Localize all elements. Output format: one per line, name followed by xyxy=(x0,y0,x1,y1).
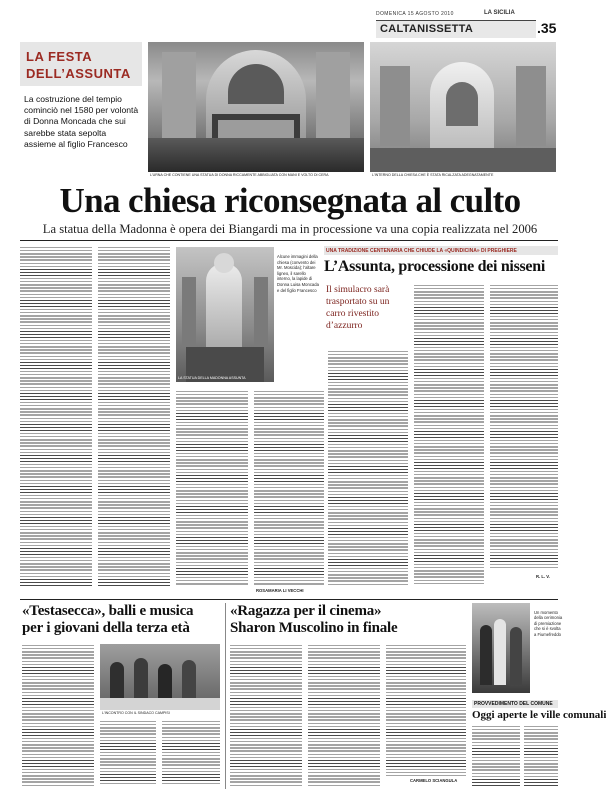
testasecca-headline-2: per i giovani della terza età xyxy=(22,620,190,636)
provvedimento-kicker: PROVVEDIMENTO DEL COMUNE xyxy=(474,701,553,707)
vertical-rule-bottom xyxy=(225,603,226,789)
nisseni-column-5 xyxy=(490,284,558,570)
article-column-2 xyxy=(98,246,170,586)
feature-kicker-line1: LA FESTA xyxy=(26,49,93,64)
nisseni-signature: R. L. V. xyxy=(536,574,550,579)
caption-meeting: L’INCONTRO CON IL SINDACO CAMPISI xyxy=(102,711,170,715)
feature-intro: La costruzione del tempio cominciò nel 1580 per volontà di Donna Moncada che sui sarebbe stata sepolta assieme al figlio Francesco xyxy=(24,94,139,149)
main-subhead: La statua della Madonna è opera dei Biangardi ma in processione va una copia realizzata nel 2006 xyxy=(42,222,538,236)
testasecca-column-2 xyxy=(100,720,156,786)
nisseni-column-3 xyxy=(328,350,408,586)
photo-meeting-mayor xyxy=(100,644,220,710)
divider-mid xyxy=(20,599,558,600)
photo-premiazione xyxy=(472,603,530,693)
main-headline: Una chiesa riconsegnata al culto xyxy=(59,181,521,220)
photo-statue-assunta xyxy=(176,247,274,382)
caption-premiazione: Un momento della cerimonia di premiazione che si è svolta a Fiumefreddo xyxy=(534,610,563,637)
photo-church-interior xyxy=(370,42,556,172)
photo-church-altar xyxy=(148,42,364,172)
ragazza-headline-2: Sharon Muscolino in finale xyxy=(230,620,398,636)
nisseni-column-4 xyxy=(414,284,484,584)
caption-church-altar: L’URNA CHE CONTIENE UNA STATUA DI DONNA RICCAMENTE ABBIGLIATA CON MANI E VOLTO DI CERA xyxy=(150,173,329,177)
provvedimento-column-1 xyxy=(472,725,520,786)
ragazza-column-1 xyxy=(230,644,302,786)
ragazza-byline: CARMELO SCIANGULA xyxy=(410,778,458,783)
provvedimento-column-2 xyxy=(524,725,558,786)
caption-statue: LA STATUA DELLA MADONNA ASSUNTA xyxy=(178,376,246,380)
pullquote: Il simulacro sarà trasportato su un carro rivestito d’azzurro xyxy=(326,285,390,331)
header-section: CALTANISSETTA xyxy=(380,23,474,35)
page-number: .35 xyxy=(537,20,557,36)
side-caption: Alcune immagini della chiesa (convento dei Mr. Moscida); l’altare ligneo, il sarello interno, la lapide di Donna Luisa Moncada e del figlio Francesco xyxy=(277,254,319,293)
article-column-1 xyxy=(20,246,92,586)
feature-kicker-line2: DELL’ASSUNTA xyxy=(26,66,131,81)
testasecca-headline-1: «Testasecca», balli e musica xyxy=(22,603,194,619)
nisseni-byline: ROSAMARIA LI VECCHI xyxy=(256,588,304,593)
nisseni-column-2 xyxy=(254,390,324,586)
ragazza-column-3 xyxy=(386,644,466,776)
ragazza-column-2 xyxy=(308,644,380,786)
caption-church-interior: L’INTERNO DELLA CHIESA CHE È STATA RICALZATA ADEGNATAMENTE xyxy=(372,173,494,177)
divider-top xyxy=(20,240,558,241)
nisseni-column-1 xyxy=(176,390,248,586)
nisseni-kicker: UNA TRADIZIONE CENTENARIA CHE CHIUDE LA «QUINDICINA» DI PREGHIERE xyxy=(326,248,517,254)
ragazza-headline-1: «Ragazza per il cinema» xyxy=(230,603,382,619)
nisseni-headline: L’Assunta, processione dei nisseni xyxy=(324,258,545,275)
testasecca-column-3 xyxy=(162,720,220,786)
provvedimento-headline: Oggi aperte le ville comunali xyxy=(472,709,606,721)
testasecca-column-1 xyxy=(22,644,94,786)
header-date: DOMENICA 15 AGOSTO 2010 xyxy=(376,11,454,17)
header-paper: LA SICILIA xyxy=(484,10,515,16)
